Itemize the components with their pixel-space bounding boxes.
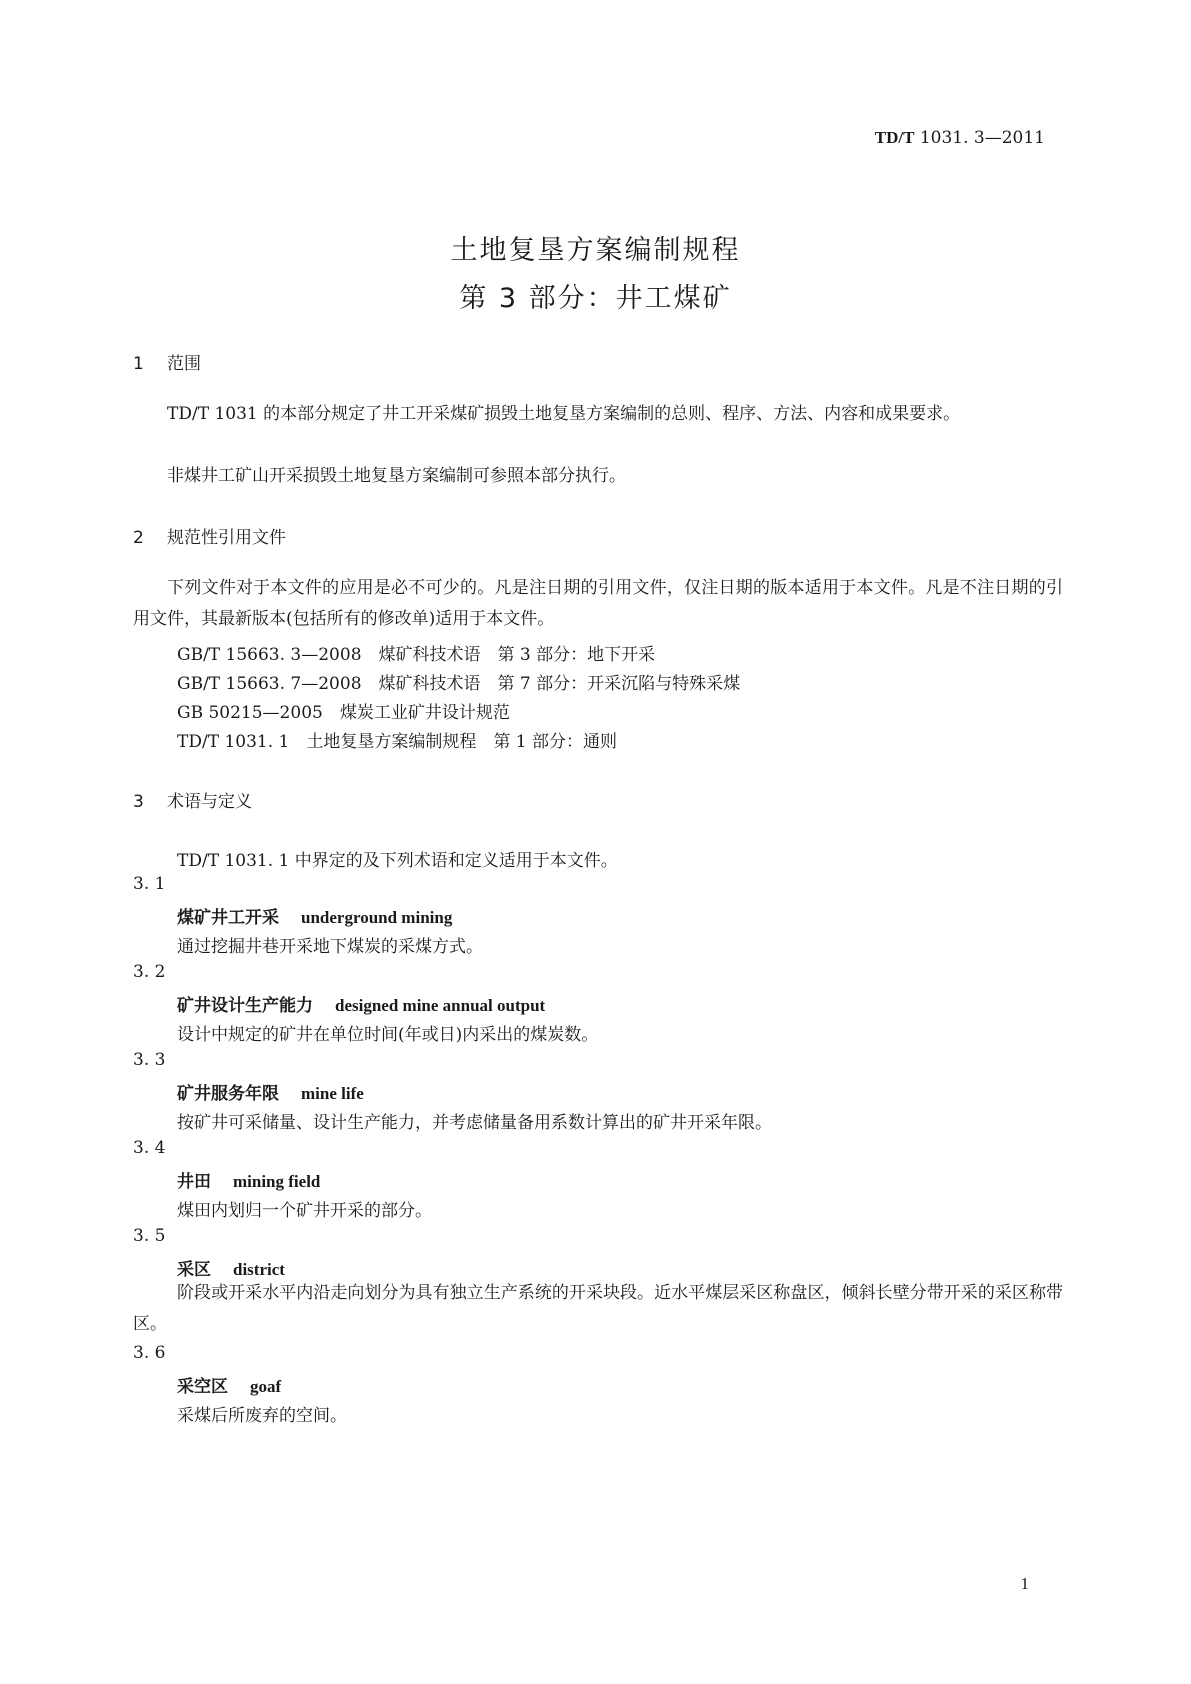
term-definition: 采煤后所废弃的空间。	[177, 1406, 347, 1426]
references-paragraph: 下列文件对于本文件的应用是必不可少的。凡是注日期的引用文件，仅注日期的版本适用于本文件。凡是不注日期的引用文件，其最新版本(包括所有的修改单)适用于本文件。	[133, 578, 1063, 629]
term-name: 采区 district	[177, 1260, 285, 1280]
page-number: 1	[1020, 1574, 1029, 1593]
document-title: 土地复垦方案编制规程	[450, 235, 741, 266]
reference-item: GB/T 15663. 7—2008 煤矿科技术语 第 7 部分：开采沉陷与特殊采煤	[177, 674, 741, 694]
reference-item: GB 50215—2005 煤炭工业矿井设计规范	[177, 703, 510, 723]
term-name: 矿井服务年限 mine life	[177, 1084, 364, 1104]
standard-code: TD/T 1031. 3—2011	[874, 128, 1045, 148]
terms-intro: TD/T 1031. 1 中界定的及下列术语和定义适用于本文件。	[177, 851, 618, 871]
term-definition: 按矿井可采储量、设计生产能力，并考虑储量备用系数计算出的矿井开采年限。	[177, 1113, 772, 1133]
term-number: 3. 3	[133, 1050, 166, 1070]
reference-item: GB/T 15663. 3—2008 煤矿科技术语 第 3 部分：地下开采	[177, 645, 656, 665]
term-number: 3. 1	[133, 874, 166, 894]
term-number: 3. 6	[133, 1343, 166, 1363]
term-name: 井田 mining field	[177, 1172, 321, 1192]
term-number: 3. 2	[133, 962, 166, 982]
term-number: 3. 5	[133, 1226, 166, 1246]
section-heading-terms: 3 术语与定义	[133, 792, 252, 812]
document-subtitle: 第 3 部分：井工煤矿	[459, 283, 732, 314]
term-definition: 阶段或开采水平内沿走向划分为具有独立生产系统的开采块段。近水平煤层采区称盘区，倾斜长壁分带开采的采区称带区。	[133, 1283, 1063, 1334]
reference-item: TD/T 1031. 1 土地复垦方案编制规程 第 1 部分：通则	[177, 732, 617, 752]
scope-paragraph-2: 非煤井工矿山开采损毁土地复垦方案编制可参照本部分执行。	[167, 466, 626, 486]
term-name: 煤矿井工开采 underground mining	[177, 908, 453, 928]
section-heading-normative-references: 2 规范性引用文件	[133, 528, 286, 548]
term-name: 采空区 goaf	[177, 1377, 282, 1397]
term-definition: 设计中规定的矿井在单位时间(年或日)内采出的煤炭数。	[177, 1025, 599, 1045]
term-definition: 通过挖掘井巷开采地下煤炭的采煤方式。	[177, 937, 483, 957]
term-name: 矿井设计生产能力 designed mine annual output	[177, 996, 546, 1016]
section-heading-scope: 1 范围	[133, 354, 201, 374]
term-number: 3. 4	[133, 1138, 166, 1158]
term-definition: 煤田内划归一个矿井开采的部分。	[177, 1201, 432, 1221]
scope-paragraph: TD/T 1031 的本部分规定了井工开采煤矿损毁土地复垦方案编制的总则、程序、方法、内容和成果要求。	[167, 404, 961, 424]
